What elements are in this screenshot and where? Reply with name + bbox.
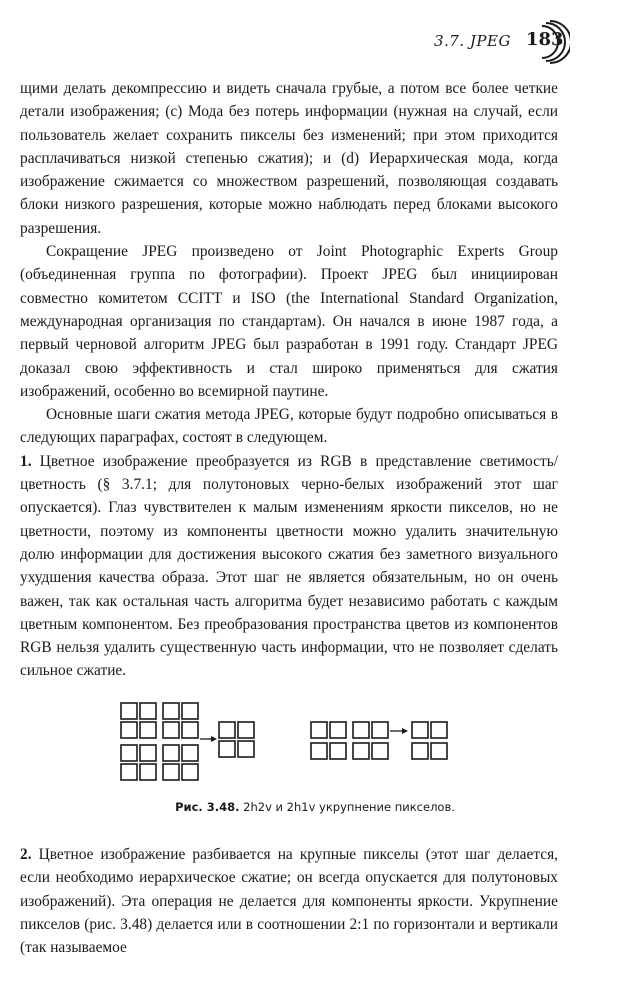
figure-caption-number: Рис. 3.48. bbox=[175, 800, 240, 814]
body-text-top bbox=[20, 77, 558, 683]
running-head: 3.7. JPEG bbox=[434, 32, 511, 50]
paragraph-continuation: щими делать декомпрессию и видеть сначала грубые, а потом все более четкие детали изображения; (c) Мода без потерь информации (нужная на случай, если пользователь желает сохранить пикселы без изменений; при этом приходится расплачиваться низкой степенью сжатия); и (d) Иерархическая мода, когда изображение сжимается со множеством разрешений, позволяющая создавать блоки низкого разрешения, которые можно наблюдать перед блоками высокого разрешения. bbox=[20, 80, 558, 237]
page-header bbox=[0, 20, 630, 64]
page-number: 183 bbox=[526, 29, 564, 50]
body-text-bottom bbox=[20, 843, 558, 959]
grid-2h2v-result bbox=[219, 722, 254, 757]
figure-caption bbox=[0, 800, 630, 814]
figure-caption-text: 2h2v и 2h1v укрупнение пикселов. bbox=[239, 800, 455, 814]
grid-2h1v-source bbox=[311, 722, 388, 759]
page-number-ornament bbox=[538, 20, 570, 64]
grid-2h2v-source bbox=[121, 703, 198, 780]
step-2-text: Цветное изображение разбивается на крупные пикселы (этот шаг делается, если необходимо иерархическое сжатие; он всегда опускается для полутоновых изображений). Эта операция не делается для компоненты яркости. Укрупнение пикселов (рис. 3.48) делается или в соотношении 2:1 по горизонтали и вертикали (так называемое bbox=[20, 846, 558, 957]
step-2-number: 2. bbox=[20, 846, 32, 863]
paragraph-jpeg-origin: Сокращение JPEG произведено от Joint Photographic Experts Group (объединенная группа по фотографии). Проект JPEG был инициирован совместно комитетом CCITT и ISO (the International Standard Organization, международная организация по стандартам). Он начался в июне 1987 года, а первый черновой алгоритм JPEG был разработан в 1991 году. Стандарт JPEG доказал свою эффективность и стал широко применяться для сжатия изображений, особенно во всемирной паутине. bbox=[20, 243, 558, 400]
paragraph-step-2 bbox=[20, 843, 558, 959]
arrow-right-icon bbox=[200, 736, 217, 742]
grid-2h1v-result bbox=[412, 722, 447, 759]
arrow-right-icon bbox=[390, 728, 408, 734]
pixel-grouping-diagram bbox=[0, 695, 630, 795]
paragraph-steps-intro: Основные шаги сжатия метода JPEG, которые будут подробно описываться в следующих параграфах, состоят в следующем. bbox=[20, 406, 558, 447]
paragraph-step-1 bbox=[20, 450, 558, 683]
step-1-number: 1. bbox=[20, 452, 32, 470]
step-1-text: Цветное изображение преобразуется из RGB в представление светимость/цветность (§ 3.7.1; для полутоновых черно-белых изображений этот шаг опускается). Глаз чувствителен к малым изменениям яркости пикселов, но не цветности, поэтому из компоненты цветности можно удалить значительную долю информации для достижения высокого сжатия без заметного визуального ухудшения качества образа. Этот шаг не является обязательным, но он очень важен, так как остальная часть алгоритма будет независимо работать с каждым цветным компонентом. Без преобразования пространства цветов из компонентов RGB нельзя удалить существенную часть информации, что не позволяет сделать сильное сжатие. bbox=[20, 452, 558, 680]
